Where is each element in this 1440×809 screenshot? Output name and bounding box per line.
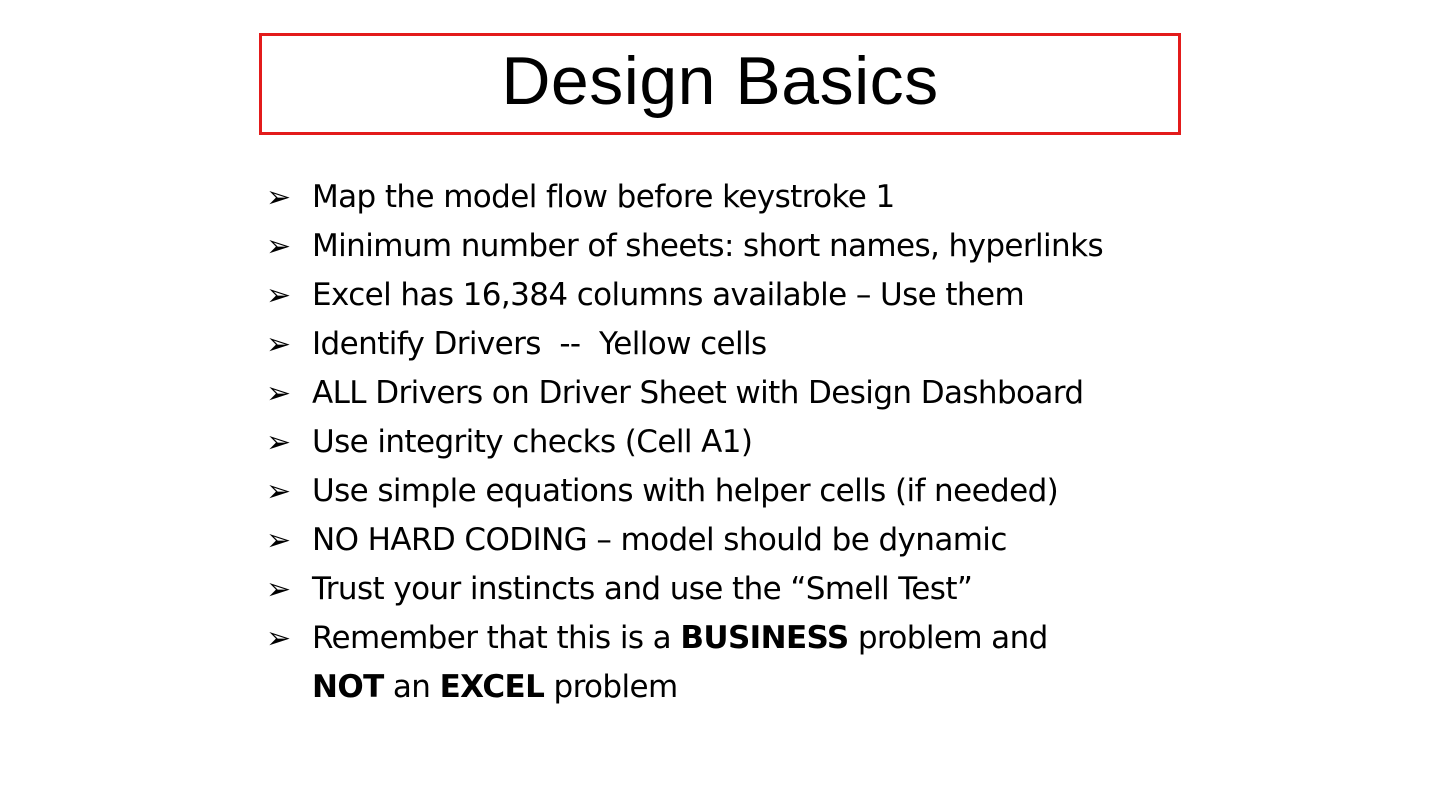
bullet-text: Map the model flow before keystroke 1	[312, 179, 895, 215]
bullet-text: Use simple equations with helper cells (if needed)	[312, 473, 1059, 509]
bullet-text: Trust your instincts and use the “Smell Test”	[312, 571, 973, 607]
arrow-bullet-icon: ➢	[266, 474, 291, 509]
bullet-list	[266, 173, 1206, 712]
bullet-text-part: Remember that this is a	[312, 620, 681, 656]
bullet-text: Excel has 16,384 columns available – Use them	[312, 277, 1025, 313]
arrow-bullet-icon: ➢	[266, 229, 291, 264]
arrow-bullet-icon: ➢	[266, 278, 291, 313]
bullet-text-bold: NOT	[312, 669, 384, 705]
bullet-item	[266, 271, 1206, 320]
arrow-bullet-icon: ➢	[266, 523, 291, 558]
bullet-text: Use integrity checks (Cell A1)	[312, 424, 753, 460]
title-box	[259, 33, 1181, 135]
arrow-bullet-icon: ➢	[266, 376, 291, 411]
arrow-bullet-icon: ➢	[266, 621, 291, 656]
bullet-text-bold: EXCEL	[439, 669, 545, 705]
bullet-text-bold: BUSINESS	[680, 620, 849, 656]
bullet-item	[266, 565, 1206, 614]
bullet-item	[266, 320, 1206, 369]
arrow-bullet-icon: ➢	[266, 180, 291, 215]
bullet-text-part: problem and	[848, 620, 1048, 656]
bullet-item	[266, 369, 1206, 418]
bullet-text-part: problem	[544, 669, 678, 705]
arrow-bullet-icon: ➢	[266, 572, 291, 607]
bullet-item	[266, 418, 1206, 467]
bullet-text: Identify Drivers -- Yellow cells	[312, 326, 767, 362]
slide-title: Design Basics	[501, 43, 939, 119]
bullet-text: NO HARD CODING – model should be dynamic	[312, 522, 1007, 558]
bullet-item	[266, 173, 1206, 222]
bullet-text	[312, 614, 1048, 712]
arrow-bullet-icon: ➢	[266, 425, 291, 460]
bullet-item	[266, 516, 1206, 565]
arrow-bullet-icon: ➢	[266, 327, 291, 362]
bullet-item	[266, 467, 1206, 516]
bullet-text: Minimum number of sheets: short names, hyperlinks	[312, 228, 1103, 264]
bullet-item-business	[266, 614, 1206, 712]
bullet-text-part: an	[383, 669, 440, 705]
bullet-item	[266, 222, 1206, 271]
bullet-text: ALL Drivers on Driver Sheet with Design Dashboard	[312, 375, 1084, 411]
